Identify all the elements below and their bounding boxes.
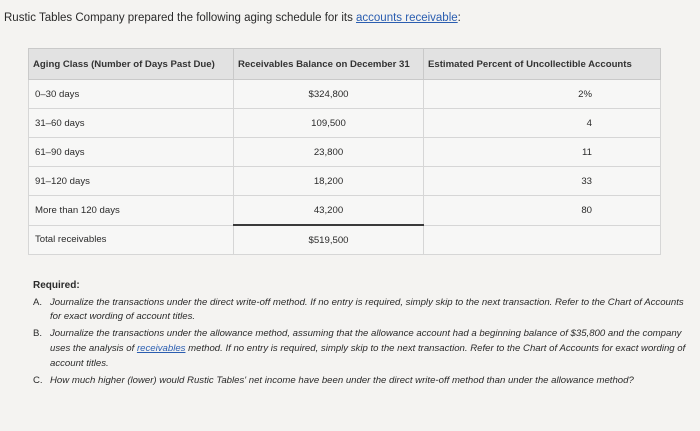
table-row: [29, 138, 661, 167]
aging-class-cell: 61–90 days: [29, 138, 234, 167]
table-row: [29, 109, 661, 138]
required-title: Required:: [33, 280, 80, 291]
aging-class-cell: 0–30 days: [29, 80, 234, 109]
header-estimated-percent: Estimated Percent of Uncollectible Accounts: [424, 49, 661, 80]
aging-class-cell: More than 120 days: [29, 196, 234, 226]
item-text: How much higher (lower) would Rustic Tables' net income have been under the direct write-off method than under the allowance method?: [50, 374, 634, 386]
intro-text: [4, 12, 461, 24]
table-row: [29, 167, 661, 196]
header-receivables-balance: Receivables Balance on December 31: [234, 49, 424, 80]
required-item-a: [33, 296, 693, 326]
item-text-before: Journalize the transactions under the allowance method, assuming that the allowance account had a beginning balance of $35,800 and the company uses the analysis of: [50, 328, 682, 355]
total-row: [29, 225, 661, 255]
item-text: [50, 327, 693, 372]
accounts-receivable-link[interactable]: accounts receivable: [356, 12, 458, 24]
balance-cell: 109,500: [234, 109, 424, 138]
aging-class-cell: 31–60 days: [29, 109, 234, 138]
balance-cell: 23,800: [234, 138, 424, 167]
aging-schedule-table: [28, 48, 661, 255]
percent-cell: 4: [424, 109, 661, 138]
required-item-b: [33, 327, 693, 372]
total-balance: $519,500: [234, 225, 424, 255]
item-text: Journalize the transactions under the direct write-off method. If no entry is required, simply skip to the next transaction. Refer to the Chart of Accounts for exact wording of account titles.: [50, 296, 684, 323]
aging-class-cell: 91–120 days: [29, 167, 234, 196]
table-row: [29, 80, 661, 109]
intro-suffix: :: [457, 12, 461, 24]
required-section: [33, 278, 693, 391]
intro-prefix: Rustic Tables Company prepared the following aging schedule for its: [4, 12, 357, 24]
aging-schedule-table-container: [28, 48, 660, 255]
receivables-link[interactable]: receivables: [136, 343, 186, 355]
balance-cell: 43,200: [234, 196, 424, 226]
percent-cell: 80: [424, 196, 661, 226]
item-text-after: method. If no entry is required, simply skip to the next transaction. Refer to the Chart of Accounts for exact wording of account titles.: [50, 343, 686, 369]
percent-cell: 11: [424, 138, 661, 167]
balance-cell: $324,800: [234, 80, 424, 109]
table-row: [29, 196, 661, 226]
item-letter: C.: [33, 374, 43, 386]
percent-cell: 2%: [424, 80, 661, 109]
header-aging-class: Aging Class (Number of Days Past Due): [29, 49, 234, 80]
total-percent-empty: [424, 225, 661, 255]
balance-cell: 18,200: [234, 167, 424, 196]
percent-cell: 33: [424, 167, 661, 196]
item-letter: B.: [33, 328, 43, 340]
required-item-c: [33, 374, 693, 389]
item-letter: A.: [33, 296, 43, 308]
total-label: Total receivables: [29, 225, 234, 255]
table-header-row: [29, 49, 661, 80]
